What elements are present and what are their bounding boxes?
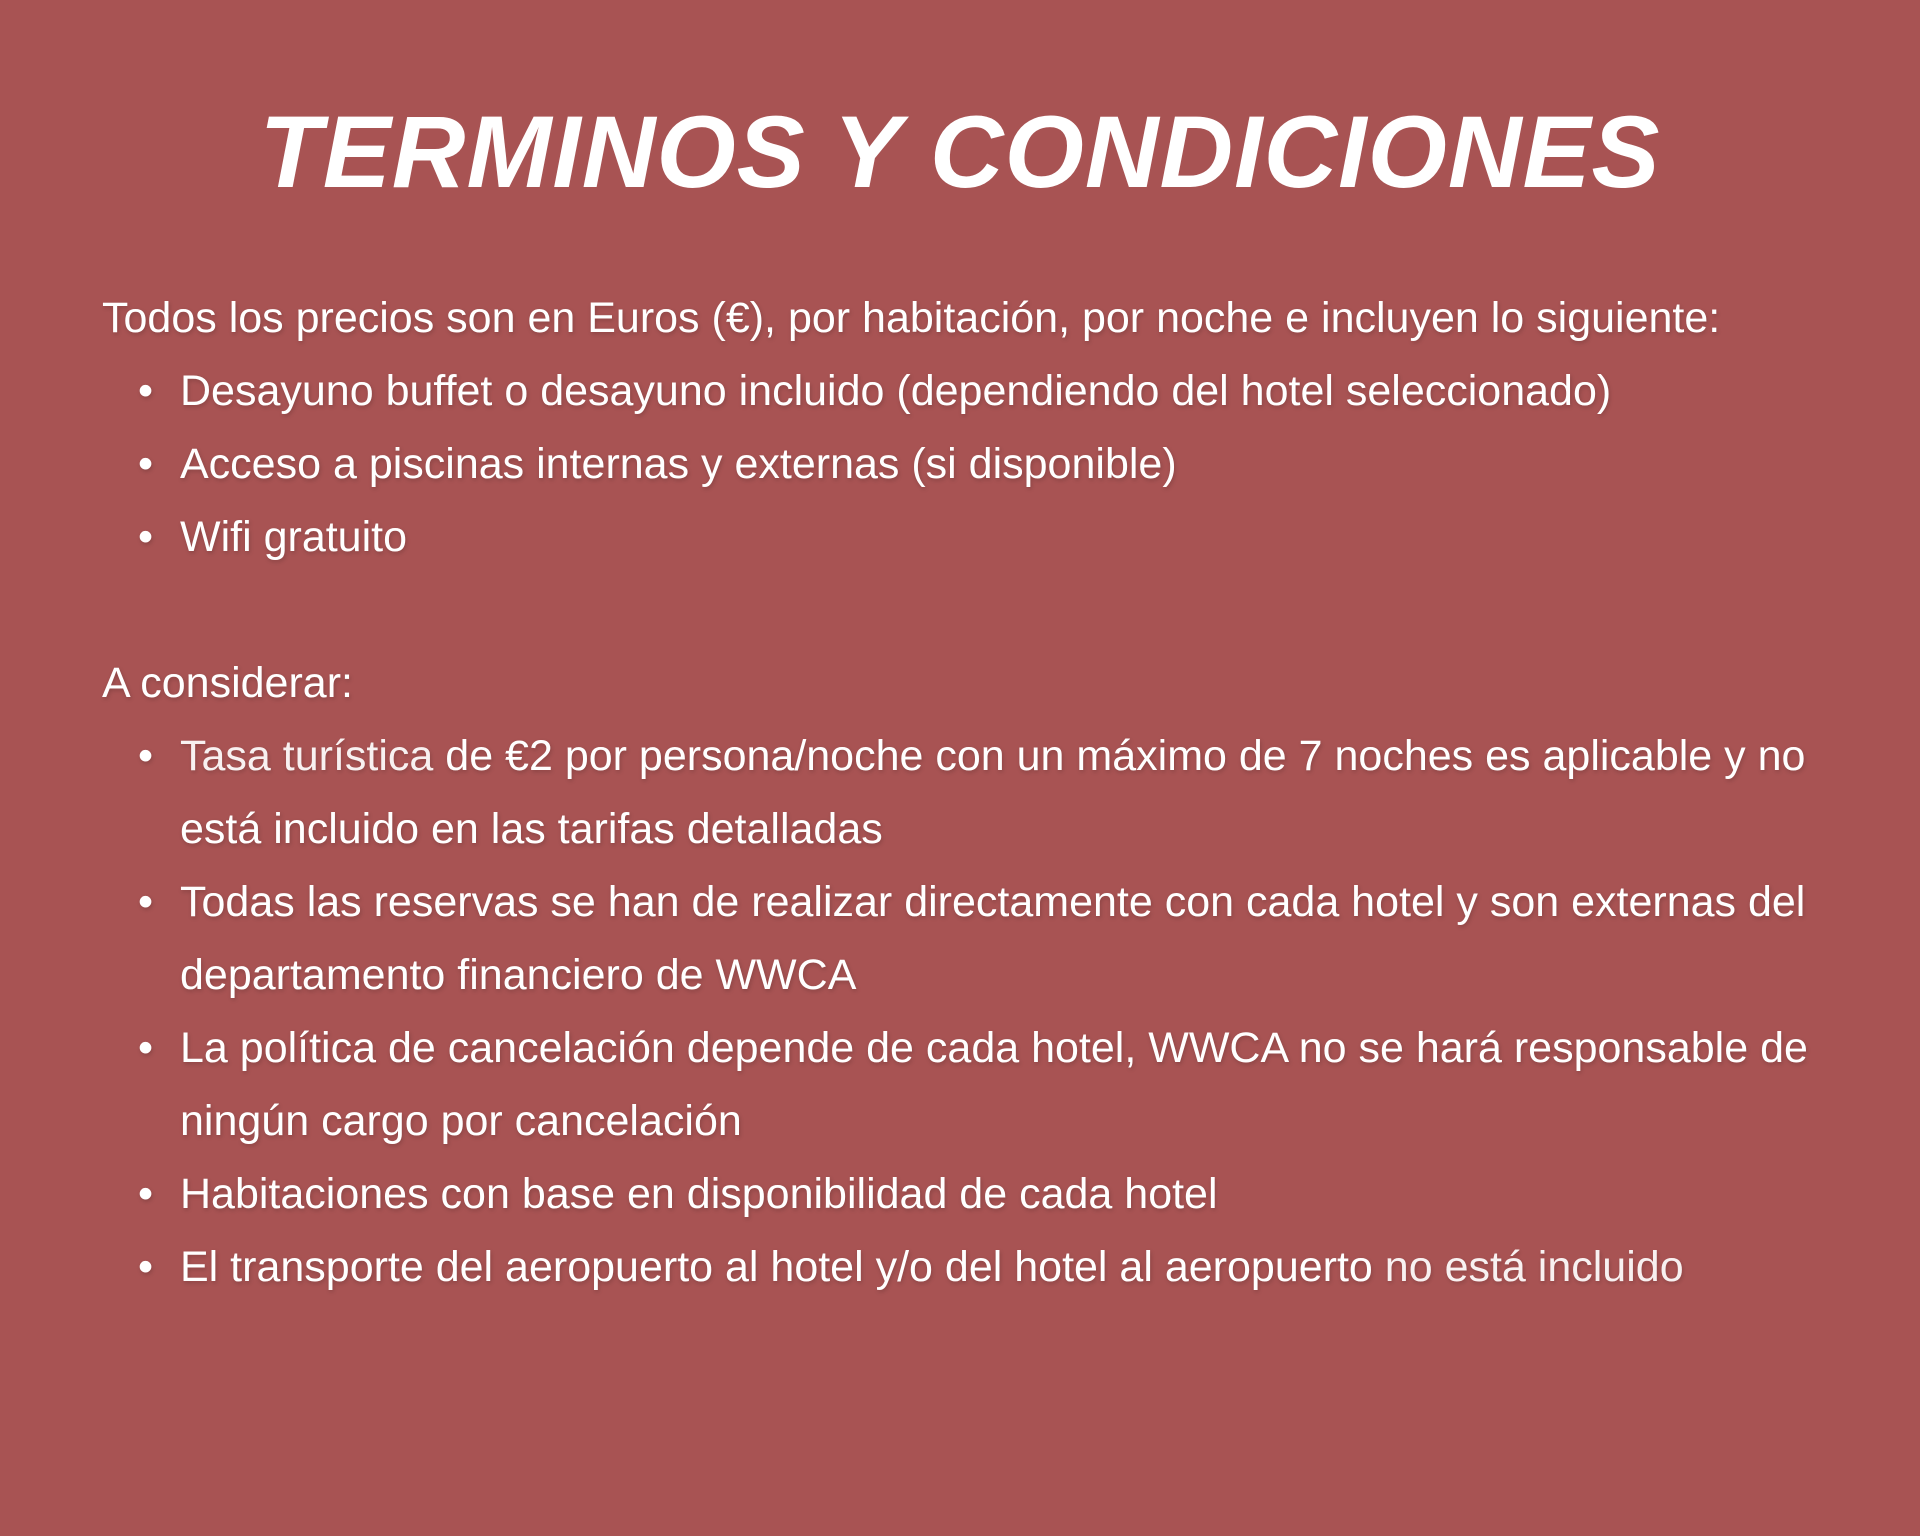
list-item	[102, 428, 1822, 501]
bullet-icon: •	[138, 1170, 154, 1218]
list-item-text: Todas las reservas se han de realizar directamente con cada hotel y son externas del departamento financiero de WWCA	[180, 878, 1806, 999]
list-item-text: Acceso a piscinas internas y externas (si disponible)	[180, 440, 1177, 488]
list-item-text: La política de cancelación depende de cada hotel, WWCA no se hará responsable de ningún cargo por cancelación	[180, 1024, 1808, 1145]
terms-content	[102, 282, 1822, 1304]
bullet-icon: •	[138, 440, 154, 488]
intro-paragraph: Todos los precios son en Euros (€), por habitación, por noche e incluyen lo siguiente:	[102, 294, 1721, 342]
list-item-emphasis: Tasa turística	[180, 732, 434, 780]
bullet-icon: •	[138, 1243, 154, 1291]
list-item	[102, 866, 1822, 1012]
list-item	[102, 720, 1822, 866]
list-item	[102, 1012, 1822, 1158]
list-item-text: de €2 por persona/noche con un máximo de 7 noches es aplicable y no está incluido en las tarifas detalladas	[180, 732, 1806, 853]
list-item-text: Wifi gratuito	[180, 513, 408, 561]
list-item	[102, 1158, 1822, 1231]
bullet-icon: •	[138, 1024, 154, 1072]
bullet-icon: •	[138, 367, 154, 415]
bullet-icon: •	[138, 513, 154, 561]
list-item-text: Habitaciones con base en disponibilidad de cada hotel	[180, 1170, 1218, 1218]
included-list	[102, 355, 1822, 574]
page-title: TERMINOS Y CONDICIONES	[259, 95, 1661, 209]
list-item	[102, 355, 1822, 428]
section-spacer	[102, 574, 1822, 647]
consider-heading: A considerar:	[102, 659, 353, 707]
list-item	[102, 1231, 1822, 1304]
bullet-icon: •	[138, 732, 154, 780]
consider-list	[102, 720, 1822, 1304]
list-item-text: Desayuno buffet o desayuno incluido (dependiendo del hotel seleccionado)	[180, 367, 1612, 415]
list-item-emphasis: no está incluido	[1372, 1243, 1684, 1291]
list-item	[102, 501, 1822, 574]
list-item-text: El transporte del aeropuerto al hotel y/o del hotel al aeropuerto	[180, 1243, 1373, 1291]
bullet-icon: •	[138, 878, 154, 926]
